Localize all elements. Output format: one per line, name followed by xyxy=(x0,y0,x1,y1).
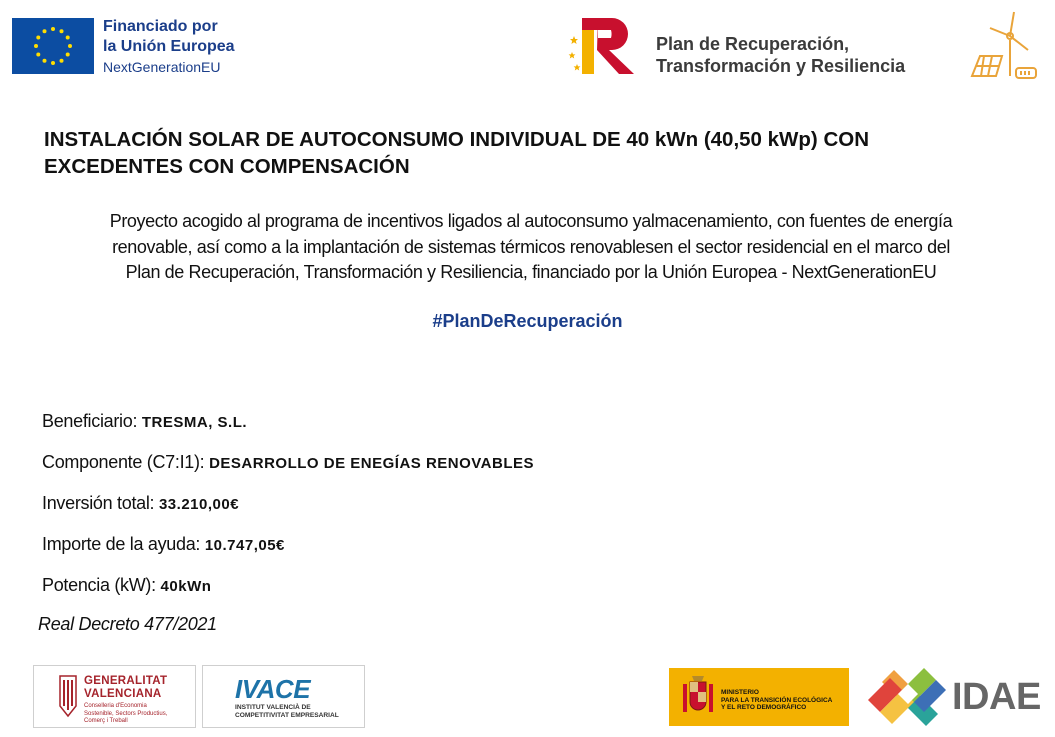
title-line2: EXCEDENTES CON COMPENSACIÓN xyxy=(44,155,410,178)
coat-of-arms-icon xyxy=(681,676,715,718)
description-line1: Proyecto acogido al programa de incentivos ligados al autoconsumo yalmacenamiento, con fuentes de energía xyxy=(109,211,953,231)
field-value: DESARROLLO DE ENEGÍAS RENOVABLES xyxy=(209,455,535,472)
ministerio-line3: Y EL RETO DEMOGRÁFICO xyxy=(721,704,807,711)
field-label: Beneficiario: xyxy=(42,411,138,431)
prtr-text-line1: Plan de Recuperación, xyxy=(656,34,850,54)
generalitat-logo xyxy=(33,665,196,728)
eu-text-line2: la Unión Europea xyxy=(103,38,235,55)
field-label: Inversión total: xyxy=(42,493,155,513)
wind-solar-icon xyxy=(966,10,1038,82)
field-label: Potencia (kW): xyxy=(42,575,156,595)
field-value: 10.747,05€ xyxy=(204,537,285,554)
ivace-sub2: COMPETITIVITAT EMPRESARIAL xyxy=(235,712,339,719)
field-label: Componente (C7:I1): xyxy=(42,452,205,472)
real-decreto: Real Decreto 477/2021 xyxy=(38,614,217,634)
field-inversion xyxy=(42,493,239,514)
ministerio-line1: MINISTERIO xyxy=(721,689,759,696)
field-ayuda xyxy=(42,534,285,555)
gva-line2: VALENCIANA xyxy=(84,688,162,700)
project-title xyxy=(44,126,1024,180)
eu-text-line1: Financiado por xyxy=(103,18,218,35)
ministerio-logo xyxy=(669,668,849,726)
eu-funding-text xyxy=(103,17,235,77)
prtr-text-line2: Transformación y Resiliencia xyxy=(656,56,906,76)
idae-logo-text: IDAE xyxy=(952,676,1041,718)
idae-logo-icon xyxy=(864,668,948,730)
field-componente xyxy=(42,452,534,473)
generalitat-shield-icon xyxy=(56,672,80,720)
ivace-sub1: INSTITUT VALENCIÀ DE xyxy=(235,704,311,711)
gva-sub3: Comerç i Treball xyxy=(84,718,128,724)
eu-text-line3: NextGenerationEU xyxy=(103,59,221,75)
field-value: 40kWn xyxy=(160,578,212,595)
gva-sub2: Sostenible, Sectors Productius, xyxy=(84,710,168,717)
ivace-logo xyxy=(202,665,365,728)
description-line2: renovable, así como a la implantación de sistemas térmicos renovablesen el sector residencial en el marco del xyxy=(112,236,950,257)
ministerio-line2: PARA LA TRANSICIÓN ECOLÓGICA xyxy=(721,696,833,704)
field-beneficiario xyxy=(42,411,247,432)
field-value: TRESMA, S.L. xyxy=(141,414,248,431)
title-line1: INSTALACIÓN SOLAR DE AUTOCONSUMO INDIVIDUAL DE 40 kWn (40,50 kWp) CON xyxy=(44,128,870,151)
gva-line1: GENERALITAT xyxy=(84,675,168,687)
prtr-logo-icon xyxy=(568,16,640,76)
description-line3: Plan de Recuperación, Transformación y Resiliencia, financiado por la Unión Europea - NextGenerationEU xyxy=(125,262,937,282)
project-description xyxy=(36,209,1026,286)
hashtag: #PlanDeRecuperación xyxy=(432,311,623,331)
ivace-logo-text: IVACE xyxy=(235,674,311,704)
field-potencia xyxy=(42,575,211,596)
prtr-text xyxy=(656,33,905,77)
eu-flag-icon xyxy=(12,18,94,74)
field-label: Importe de la ayuda: xyxy=(42,534,201,554)
field-value: 33.210,00€ xyxy=(158,496,240,513)
gva-sub1: Conselleria d'Economia xyxy=(84,703,147,709)
